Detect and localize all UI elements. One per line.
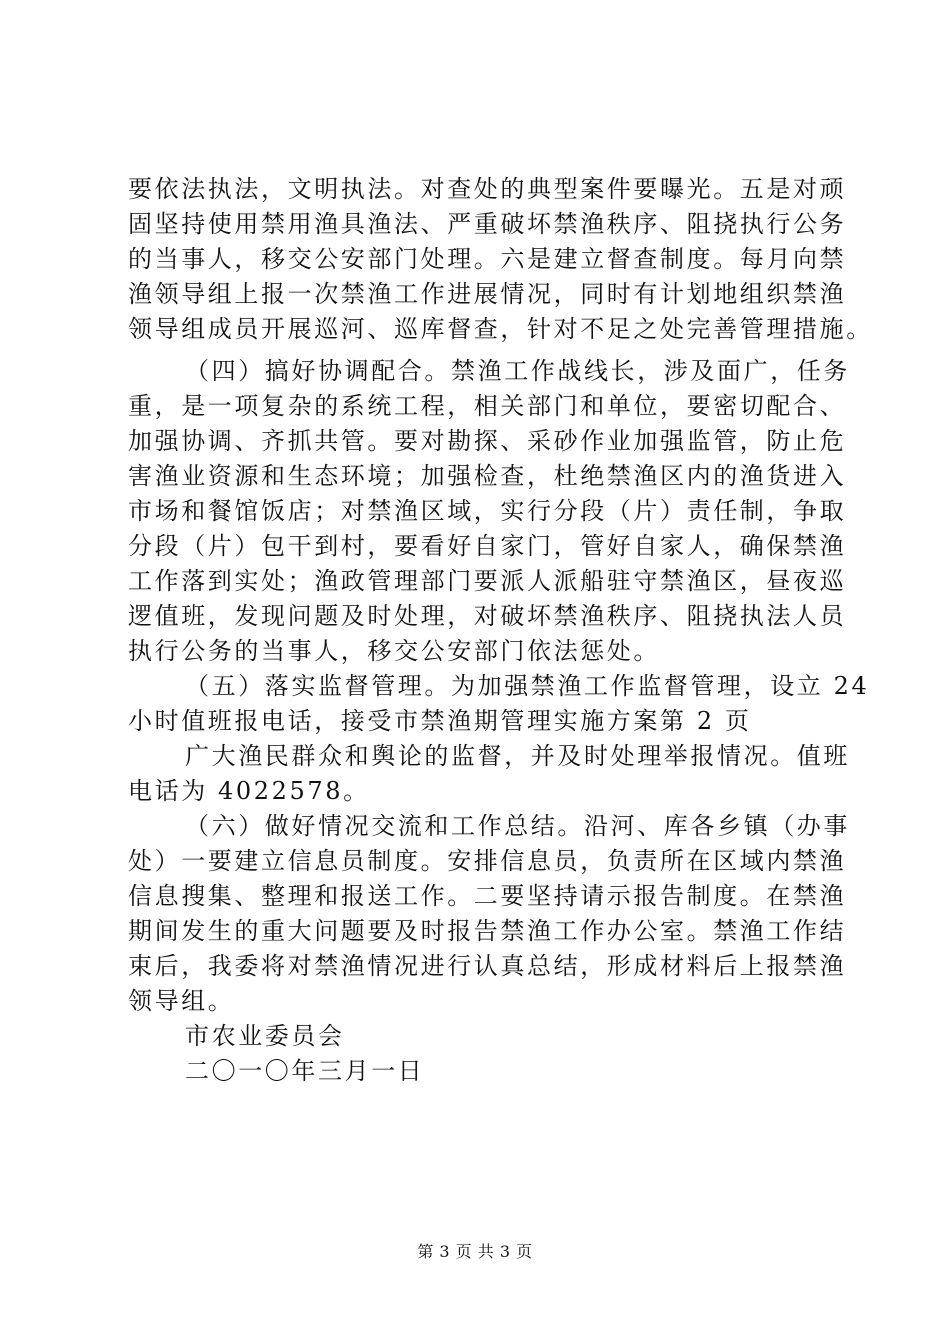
- issuer-signature: 市农业委员会: [185, 1022, 345, 1050]
- page-footer: 第 3 页 共 3 页: [417, 1242, 533, 1261]
- body-text-line: 期间发生的重大问题要及时报告禁渔工作办公室。禁渔工作结: [128, 917, 847, 945]
- body-text-line: 渔领导组上报一次禁渔工作进展情况，同时有计划地组织禁渔: [128, 280, 847, 308]
- body-text-line: 工作落到实处；渔政管理部门要派人派船驻守禁渔区，昼夜巡: [128, 567, 847, 595]
- issue-date: 二〇一〇年三月一日: [185, 1057, 425, 1085]
- body-text-line: 加强协调、齐抓共管。要对勘探、采砂作业加强监管，防止危: [128, 427, 847, 455]
- body-text-line: 执行公务的当事人，移交公安部门依法惩处。: [128, 637, 660, 665]
- body-text-line: 逻值班，发现问题及时处理，对破坏禁渔秩序、阻挠执法人员: [128, 602, 847, 630]
- body-text-line: 广大渔民群众和舆论的监督，并及时处理举报情况。值班: [185, 742, 850, 770]
- body-text-line: 市场和餐馆饭店；对禁渔区域，实行分段（片）责任制，争取: [128, 497, 847, 525]
- body-text-line: 要依法执法，文明执法。对查处的典型案件要曝光。五是对顽: [128, 175, 847, 203]
- body-text-line: 分段（片）包干到村，要看好自家门，管好自家人，确保禁渔: [128, 532, 847, 560]
- body-text-line: 领导组。: [128, 987, 235, 1015]
- body-text-line: 信息搜集、整理和报送工作。二要坚持请示报告制度。在禁渔: [128, 882, 847, 910]
- body-text-line: 束后，我委将对禁渔情况进行认真总结，形成材料后上报禁渔: [128, 952, 847, 980]
- paragraph-four-heading-line: （四）搞好协调配合。禁渔工作战线长，涉及面广，任务: [185, 357, 850, 385]
- body-text-line: 的当事人，移交公安部门处理。六是建立督查制度。每月向禁: [128, 245, 847, 273]
- body-text-line: 小时值班报电话，接受市禁渔期管理实施方案第 2 页: [128, 707, 752, 735]
- body-text-line: 固坚持使用禁用渔具渔法、严重破坏禁渔秩序、阻挠执行公务: [128, 210, 847, 238]
- body-text-line: 重，是一项复杂的系统工程，相关部门和单位，要密切配合、: [128, 392, 847, 420]
- body-text-line: 领导组成员开展巡河、巡库督查，针对不足之处完善管理措施。: [128, 315, 873, 343]
- paragraph-six-heading-line: （六）做好情况交流和工作总结。沿河、库各乡镇（办事: [185, 812, 850, 840]
- body-text-line: 处）一要建立信息员制度。安排信息员，负责所在区域内禁渔: [128, 847, 847, 875]
- body-text-line: 电话为 4022578。: [128, 777, 370, 805]
- paragraph-five-heading-line: （五）落实监督管理。为加强禁渔工作监督管理，设立 24: [185, 672, 870, 700]
- body-text-line: 害渔业资源和生态环境；加强检查，杜绝禁渔区内的渔货进入: [128, 462, 847, 490]
